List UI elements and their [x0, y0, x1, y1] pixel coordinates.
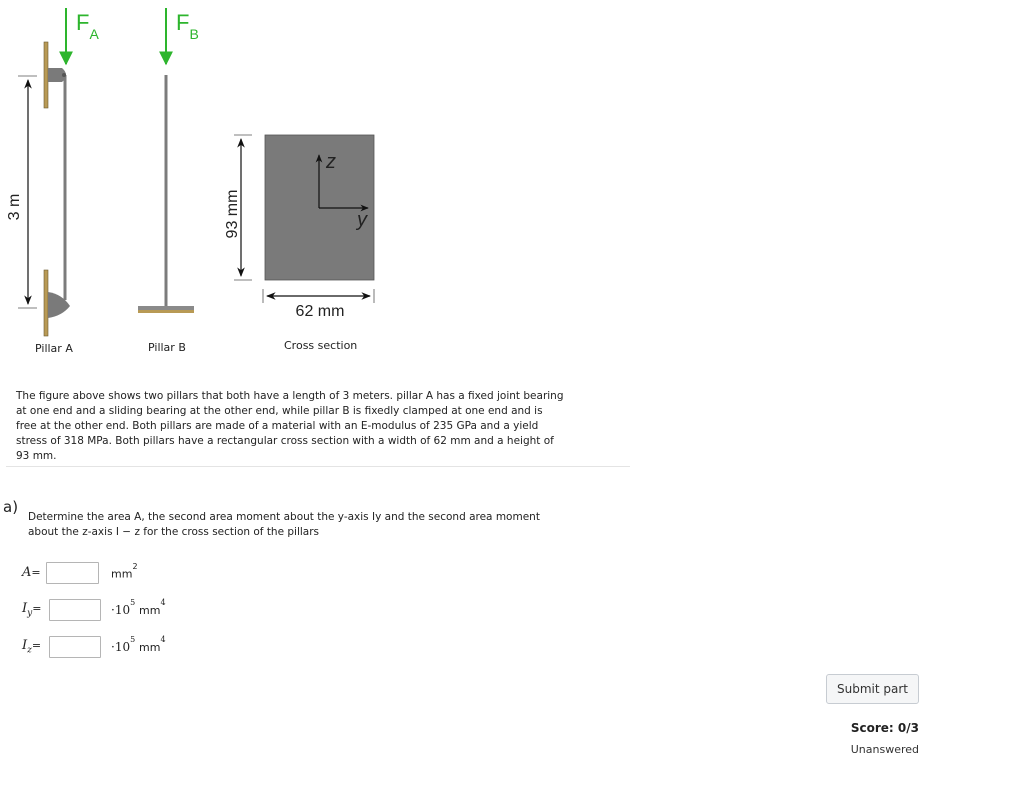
cross-section-label: Cross section: [284, 339, 358, 352]
iz-field-row: [22, 635, 222, 661]
submit-part-button[interactable]: Submit part: [826, 674, 919, 704]
pillar-a-label: Pillar A: [35, 342, 73, 355]
iy-field-row: [22, 598, 222, 624]
iz-input[interactable]: [49, 636, 101, 658]
iy-label: $I_y=$: [22, 601, 42, 619]
area-input[interactable]: [46, 562, 99, 584]
width-dimension: [263, 289, 374, 303]
score-text: Score: 0/3: [850, 721, 919, 735]
problem-statement: The figure above shows two pillars that both have a length of 3 meters. pillar A has a fixed joint bearing at one end and a sliding bearing at the other end, while pillar B is fixedly clamped at one end and is free at the other end. Both pillars are made of a material with an E-modulus of 235 GPa and a yield stress of 318 MPa. Both pillars have a rectangular cross section with a width of 62 mm and a height of 93 mm.: [16, 390, 564, 462]
area-label: A=: [22, 565, 41, 580]
length-dimension: [18, 76, 37, 308]
divider: [6, 466, 630, 467]
part-question: Determine the area A, the second area moment about the y-axis Iy and the second area moment about the z-axis I − z for the cross section of the pillars: [28, 511, 540, 538]
iz-unit: $\cdot 10^5$ $mm^4$: [111, 635, 166, 654]
area-field-row: [22, 561, 222, 587]
force-b-label: $F_B$: [176, 10, 199, 42]
z-axis-label: z: [326, 151, 336, 173]
pillars-figure: [0, 0, 640, 340]
status-text: Unanswered: [850, 743, 919, 756]
length-label: 3 m: [6, 193, 23, 221]
height-label: 93 mm: [224, 189, 241, 239]
pillar-b: [138, 75, 194, 313]
force-a-label: $F_A$: [76, 10, 99, 42]
width-label: 62 mm: [295, 303, 345, 320]
iy-unit: $\cdot 10^5$ $mm^4$: [111, 598, 166, 617]
area-unit: $mm^2$: [111, 562, 138, 581]
pillar-a: [44, 42, 70, 336]
pillar-b-label: Pillar B: [148, 341, 186, 354]
iz-label: $I_z=$: [22, 638, 42, 656]
iy-input[interactable]: [49, 599, 101, 621]
part-letter: a): [3, 498, 19, 516]
y-axis-label: y: [357, 209, 367, 231]
